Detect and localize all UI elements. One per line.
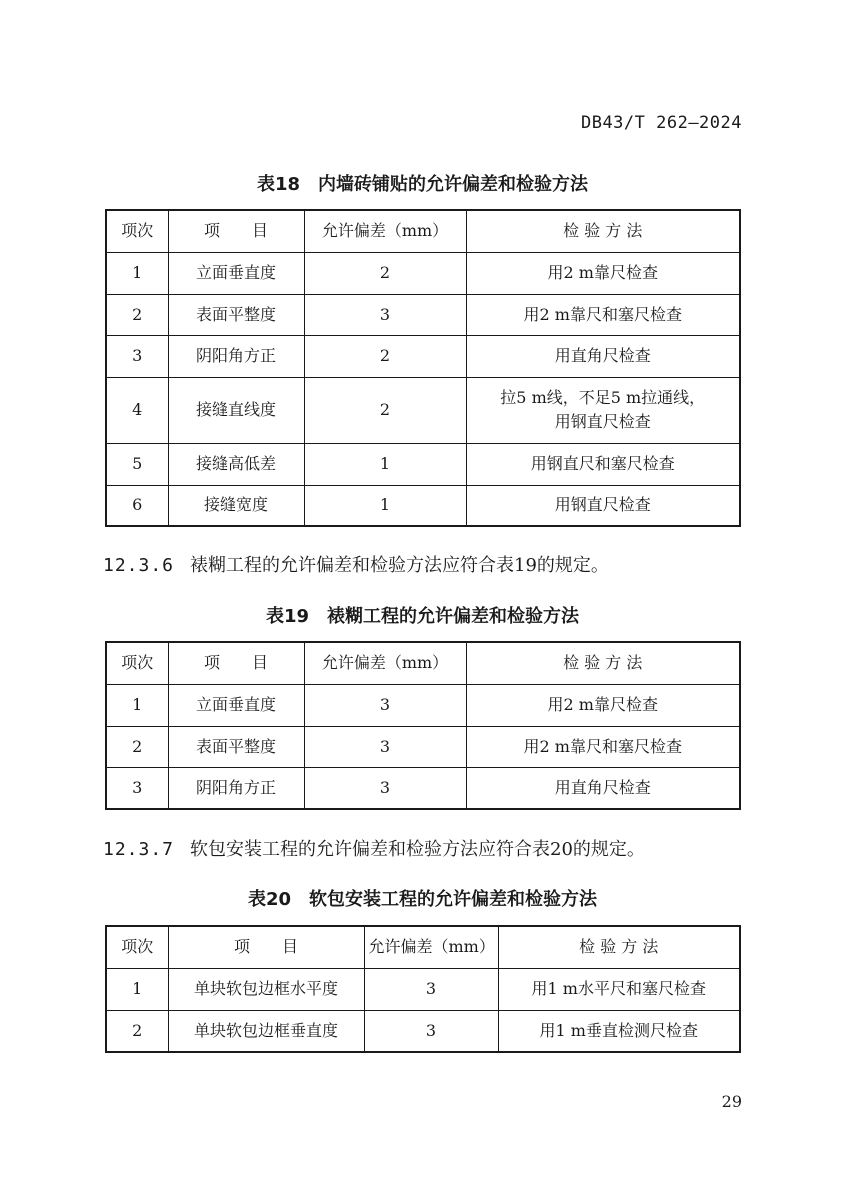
cell-index: 2 — [106, 294, 168, 335]
cell-index: 3 — [106, 335, 168, 377]
cell-method: 用直角尺检查 — [466, 335, 740, 377]
cell-method: 用2 m靠尺和塞尺检查 — [466, 726, 740, 767]
table-row — [106, 443, 740, 485]
header-tolerance: 允许偏差（mm） — [304, 210, 466, 252]
cell-tolerance: 1 — [304, 485, 466, 526]
cell-method: 用钢直尺和塞尺检查 — [466, 443, 740, 485]
cell-item: 立面垂直度 — [168, 684, 304, 726]
cell-item: 接缝高低差 — [168, 443, 304, 485]
clause-text: 裱糊工程的允许偏差和检验方法应符合表19的规定。 — [190, 555, 609, 576]
cell-tolerance: 3 — [304, 767, 466, 809]
cell-index: 2 — [106, 1010, 168, 1052]
header-tolerance: 允许偏差（mm） — [364, 926, 498, 968]
cell-item: 表面平整度 — [168, 294, 304, 335]
document-code: DB43/T 262—2024 — [580, 113, 742, 133]
table20 — [105, 925, 741, 1053]
table20-title: 表20 软包安装工程的允许偏差和检验方法 — [247, 889, 598, 910]
cell-index: 5 — [106, 443, 168, 485]
cell-tolerance: 1 — [304, 443, 466, 485]
cell-tolerance: 3 — [304, 684, 466, 726]
cell-method — [466, 377, 740, 443]
cell-index: 3 — [106, 767, 168, 809]
table-row — [106, 252, 740, 294]
cell-method: 用1 m水平尺和塞尺检查 — [498, 968, 740, 1010]
table-row — [106, 294, 740, 335]
page-number: 29 — [721, 1092, 742, 1111]
cell-index: 4 — [106, 377, 168, 443]
cell-item: 阴阳角方正 — [168, 767, 304, 809]
header-method: 检 验 方 法 — [498, 926, 740, 968]
cell-item: 立面垂直度 — [168, 252, 304, 294]
cell-method: 用钢直尺检查 — [466, 485, 740, 526]
table-row — [106, 767, 740, 809]
table19 — [105, 641, 741, 810]
table18 — [105, 209, 741, 527]
table20-header-row — [106, 926, 740, 968]
cell-index: 1 — [106, 252, 168, 294]
table-row — [106, 968, 740, 1010]
cell-method: 用直角尺检查 — [466, 767, 740, 809]
cell-method: 用1 m垂直检测尺检查 — [498, 1010, 740, 1052]
clause-12-3-6 — [103, 551, 609, 577]
cell-tolerance: 2 — [304, 377, 466, 443]
cell-method-line2: 用钢直尺检查 — [554, 412, 651, 431]
cell-item: 单块软包边框垂直度 — [168, 1010, 364, 1052]
clause-number: 12.3.6 — [103, 555, 175, 576]
header-item: 项 目 — [168, 642, 304, 684]
cell-method: 用2 m靠尺和塞尺检查 — [466, 294, 740, 335]
cell-index: 2 — [106, 726, 168, 767]
table-row — [106, 1010, 740, 1052]
cell-index: 1 — [106, 684, 168, 726]
table-row — [106, 684, 740, 726]
table18-title: 表18 内墙砖铺贴的允许偏差和检验方法 — [256, 174, 589, 195]
cell-item: 阴阳角方正 — [168, 335, 304, 377]
cell-tolerance: 3 — [304, 294, 466, 335]
clause-12-3-7 — [103, 835, 645, 861]
cell-tolerance: 3 — [364, 968, 498, 1010]
header-item: 项 目 — [168, 210, 304, 252]
header-tolerance: 允许偏差（mm） — [304, 642, 466, 684]
cell-tolerance: 2 — [304, 335, 466, 377]
table-row — [106, 726, 740, 767]
header-item: 项 目 — [168, 926, 364, 968]
table-row — [106, 377, 740, 443]
cell-index: 6 — [106, 485, 168, 526]
cell-method-line1: 拉5 m线，不足5 m拉通线， — [500, 388, 706, 407]
cell-item: 单块软包边框水平度 — [168, 968, 364, 1010]
cell-method: 用2 m靠尺检查 — [466, 684, 740, 726]
table-row — [106, 485, 740, 526]
table18-header-row — [106, 210, 740, 252]
header-index: 项次 — [106, 642, 168, 684]
clause-text: 软包安装工程的允许偏差和检验方法应符合表20的规定。 — [190, 839, 645, 860]
cell-item: 接缝宽度 — [168, 485, 304, 526]
cell-method: 用2 m靠尺检查 — [466, 252, 740, 294]
header-method: 检 验 方 法 — [466, 210, 740, 252]
cell-tolerance: 3 — [364, 1010, 498, 1052]
table19-header-row — [106, 642, 740, 684]
cell-tolerance: 3 — [304, 726, 466, 767]
clause-number: 12.3.7 — [103, 839, 175, 860]
header-method: 检 验 方 法 — [466, 642, 740, 684]
cell-item: 表面平整度 — [168, 726, 304, 767]
header-index: 项次 — [106, 210, 168, 252]
table19-title: 表19 裱糊工程的允许偏差和检验方法 — [265, 606, 580, 627]
table-row — [106, 335, 740, 377]
cell-tolerance: 2 — [304, 252, 466, 294]
cell-index: 1 — [106, 968, 168, 1010]
header-index: 项次 — [106, 926, 168, 968]
cell-item: 接缝直线度 — [168, 377, 304, 443]
